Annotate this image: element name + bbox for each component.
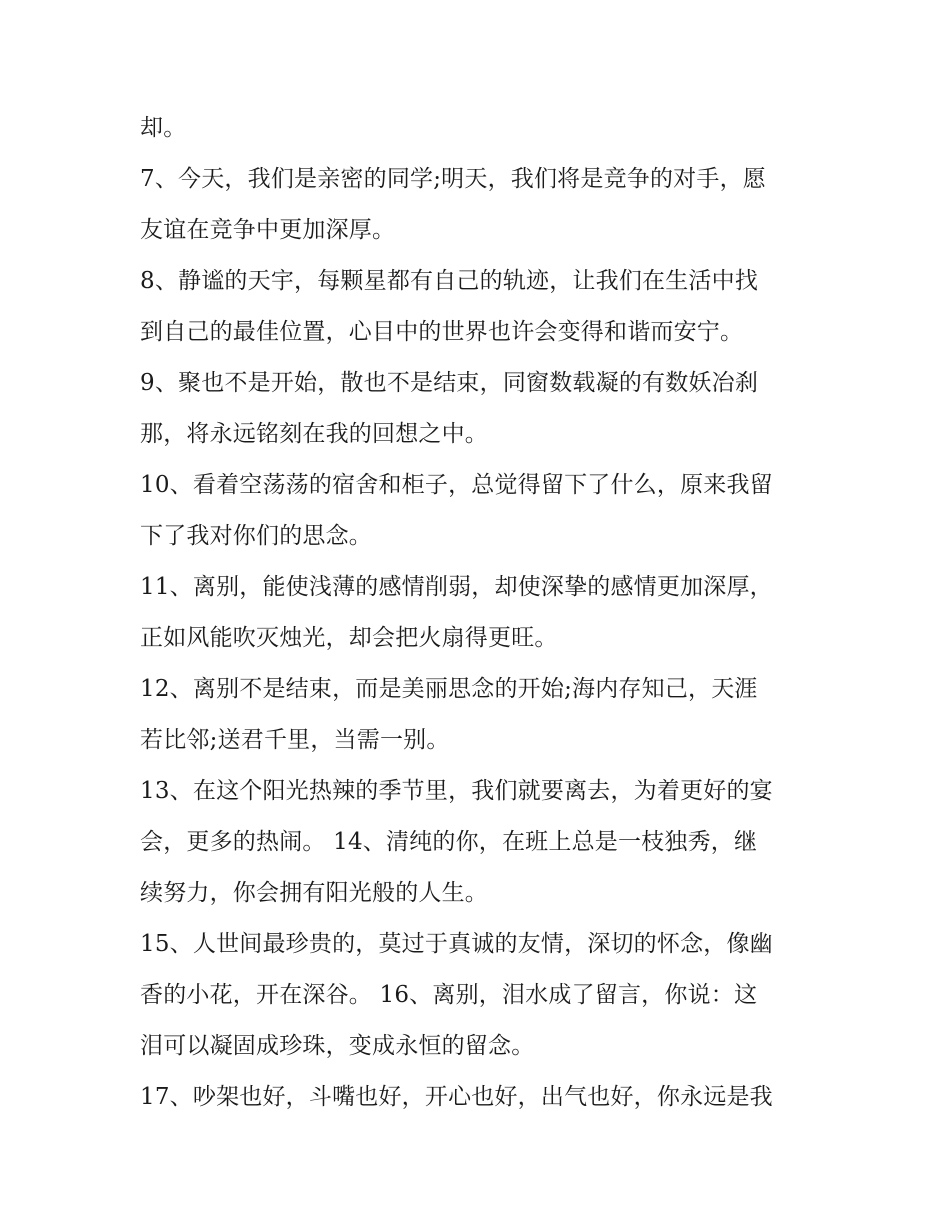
text-line: 17、吵架也好，斗嘴也好，开心也好，出气也好，你永远是我	[140, 1084, 773, 1110]
paragraph-7	[140, 154, 812, 256]
paragraph-13-14	[140, 766, 812, 919]
text-line: 到自己的最佳位置，心目中的世界也许会变得和谐而安宁。	[140, 319, 744, 345]
document-body	[140, 103, 812, 1123]
text-line: 友谊在竞争中更加深厚。	[140, 217, 396, 243]
paragraph-12	[140, 664, 812, 766]
paragraph-15-16	[140, 919, 812, 1072]
text-line: 9、聚也不是开始，散也不是结束，同窗数载凝的有数妖冶刹	[140, 370, 759, 396]
text-line: 15、人世间最珍贵的，莫过于真诚的友情，深切的怀念，像幽	[140, 931, 773, 957]
text-line: 香的小花，开在深谷。 16、离别，泪水成了留言，你说：这	[140, 982, 758, 1008]
text-line: 10、看着空荡荡的宿舍和柜子，总觉得留下了什么，原来我留	[140, 472, 773, 498]
text-line: 续努力，你会拥有阳光般的人生。	[140, 880, 488, 906]
text-line: 却。	[140, 115, 187, 141]
paragraph-9	[140, 358, 812, 460]
text-line: 正如风能吹灭烛光，却会把火扇得更旺。	[140, 625, 558, 651]
paragraph-11	[140, 562, 812, 664]
text-line: 会，更多的热闹。 14、清纯的你，在班上总是一枝独秀，继	[140, 829, 758, 855]
text-line: 7、今天，我们是亲密的同学;明天，我们将是竞争的对手，愿	[140, 166, 766, 192]
paragraph-6-tail	[140, 103, 812, 154]
text-line: 下了我对你们的思念。	[140, 523, 372, 549]
paragraph-8	[140, 256, 812, 358]
text-line: 泪可以凝固成珍珠，变成永恒的留念。	[140, 1033, 535, 1059]
text-line: 11、离别，能使浅薄的感情削弱，却使深挚的感情更加深厚，	[140, 574, 773, 600]
text-line: 8、静谧的天宇，每颗星都有自己的轨迹，让我们在生活中找	[140, 268, 759, 294]
paragraph-10	[140, 460, 812, 562]
text-line: 那，将永远铭刻在我的回想之中。	[140, 421, 488, 447]
paragraph-17	[140, 1072, 812, 1123]
text-line: 若比邻;送君千里，当需一别。	[140, 727, 450, 753]
text-line: 13、在这个阳光热辣的季节里，我们就要离去，为着更好的宴	[140, 778, 773, 804]
text-line: 12、离别不是结束，而是美丽思念的开始;海内存知己，天涯	[140, 676, 758, 702]
